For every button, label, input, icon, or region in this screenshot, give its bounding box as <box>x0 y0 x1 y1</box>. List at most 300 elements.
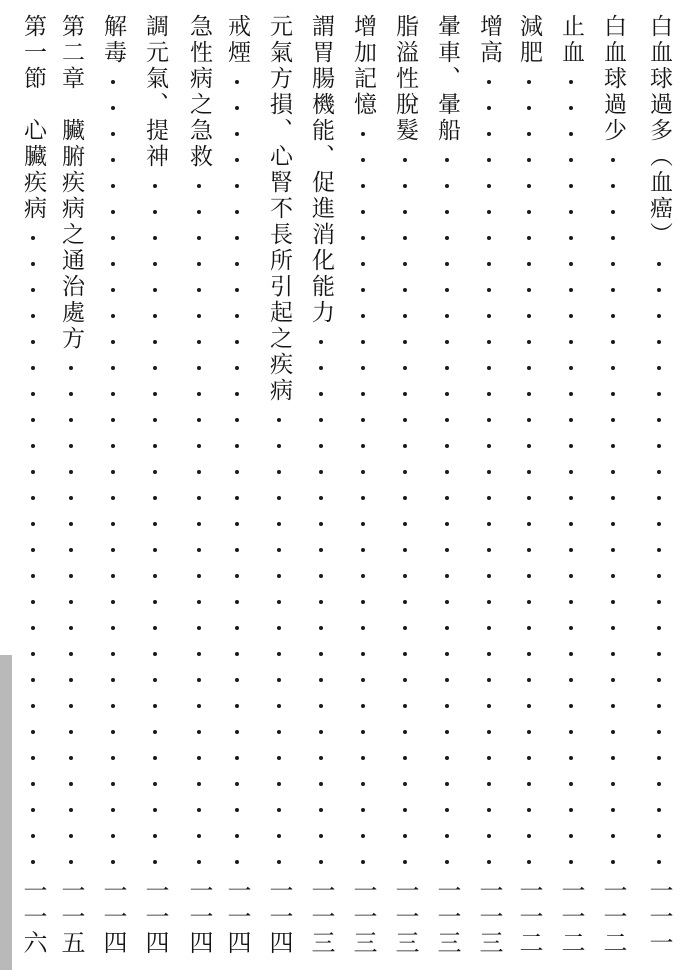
leader-dot <box>319 626 323 630</box>
leader-dot <box>569 496 573 500</box>
leader-dot <box>527 470 531 474</box>
toc-entry <box>390 14 420 964</box>
toc-entry <box>222 14 252 964</box>
leader-dot <box>197 600 201 604</box>
leader-dot <box>235 366 239 370</box>
leader-dot <box>569 574 573 578</box>
leader-dot <box>69 808 73 812</box>
leader-dot <box>197 834 201 838</box>
toc-entry <box>432 14 462 964</box>
leader-dot <box>611 340 615 344</box>
leader-dot <box>657 314 661 318</box>
leader-dot <box>611 652 615 656</box>
leader-dot <box>611 600 615 604</box>
leader-dot <box>569 314 573 318</box>
leader-dot <box>277 782 281 786</box>
leader-dot <box>235 392 239 396</box>
leader-dot <box>445 678 449 682</box>
leader-dot <box>657 626 661 630</box>
leader-dot <box>31 340 35 344</box>
leader-dot <box>153 626 157 630</box>
leader-dot <box>487 314 491 318</box>
leader-dot <box>31 392 35 396</box>
leader-dot <box>111 470 115 474</box>
leader-dot <box>527 808 531 812</box>
leader-dot <box>69 392 73 396</box>
leader-dot <box>657 860 661 864</box>
leader-dot <box>527 366 531 370</box>
leader-dot <box>445 340 449 344</box>
leader-dot <box>319 678 323 682</box>
leader-dot <box>111 808 115 812</box>
toc-entry-title: 增高 <box>476 14 502 66</box>
leader-dot <box>445 808 449 812</box>
leader-dot <box>197 522 201 526</box>
leader-dot <box>31 288 35 292</box>
leader-dot <box>111 704 115 708</box>
leader-dot <box>153 834 157 838</box>
leader-dot <box>527 288 531 292</box>
leader-dot <box>611 704 615 708</box>
leader-dot <box>361 756 365 760</box>
leader-dot <box>31 626 35 630</box>
leader-dot <box>445 860 449 864</box>
leader-dot <box>611 444 615 448</box>
leader-dot <box>197 184 201 188</box>
leader-dot <box>153 366 157 370</box>
leader-dot <box>235 444 239 448</box>
leader-dot <box>403 262 407 266</box>
leader-dot <box>111 418 115 422</box>
toc-entry-page-number: 一一六 <box>19 878 47 956</box>
leader-dot <box>361 782 365 786</box>
leader-dot <box>197 860 201 864</box>
leader-dot <box>487 158 491 162</box>
leader-dot <box>403 444 407 448</box>
leader-dot <box>111 600 115 604</box>
leader-dot <box>69 834 73 838</box>
toc-entry <box>348 14 378 964</box>
leader-dot <box>235 860 239 864</box>
leader-dot <box>657 288 661 292</box>
leader-dot <box>569 470 573 474</box>
leader-dot <box>611 314 615 318</box>
leader-dot <box>527 262 531 266</box>
leader-dot <box>611 678 615 682</box>
leader-dot <box>153 522 157 526</box>
leader-dot <box>611 574 615 578</box>
toc-entry <box>556 14 586 964</box>
leader-dot <box>197 496 201 500</box>
leader-dot <box>31 834 35 838</box>
toc-entry <box>18 14 48 964</box>
leader-dot <box>527 106 531 110</box>
leader-dot <box>611 470 615 474</box>
leader-dot <box>527 548 531 552</box>
leader-dot <box>277 834 281 838</box>
leader-dot <box>569 600 573 604</box>
leader-dot <box>153 808 157 812</box>
leader-dot <box>235 158 239 162</box>
leader-dot <box>361 288 365 292</box>
leader-dot <box>403 496 407 500</box>
leader-dot <box>611 366 615 370</box>
leader-dot <box>197 340 201 344</box>
leader-dot <box>611 262 615 266</box>
leader-dot <box>319 522 323 526</box>
leader-dot <box>319 392 323 396</box>
leader-dot <box>487 522 491 526</box>
leader-dot <box>235 496 239 500</box>
leader-dot <box>235 756 239 760</box>
leader-dot <box>235 834 239 838</box>
leader-dot <box>277 730 281 734</box>
leader-dot <box>277 600 281 604</box>
leader-dot <box>403 860 407 864</box>
leader-dot <box>197 366 201 370</box>
leader-dot <box>319 600 323 604</box>
leader-dot <box>361 184 365 188</box>
leader-dot <box>611 288 615 292</box>
leader-dot <box>611 236 615 240</box>
leader-dot <box>111 366 115 370</box>
leader-dot <box>445 756 449 760</box>
leader-dot <box>277 522 281 526</box>
leader-dot <box>445 626 449 630</box>
leader-dot <box>31 236 35 240</box>
leader-dot <box>611 548 615 552</box>
leader-dot <box>197 236 201 240</box>
leader-dot <box>445 600 449 604</box>
leader-dot <box>153 314 157 318</box>
leader-dot <box>657 548 661 552</box>
leader-dot <box>527 522 531 526</box>
leader-dot <box>361 314 365 318</box>
leader-dot <box>527 574 531 578</box>
leader-dot <box>487 210 491 214</box>
leader-dot <box>197 210 201 214</box>
leader-dot <box>235 210 239 214</box>
leader-dot <box>403 678 407 682</box>
leader-dot <box>445 392 449 396</box>
leader-dot <box>235 548 239 552</box>
leader-dot <box>235 626 239 630</box>
leader-dot <box>657 600 661 604</box>
leader-dot <box>569 834 573 838</box>
leader-dot <box>445 574 449 578</box>
toc-entry-title: 白血球過少 <box>600 14 626 144</box>
leader-dot <box>69 366 73 370</box>
leader-dot <box>319 470 323 474</box>
leader-dot <box>277 808 281 812</box>
leader-dot <box>31 600 35 604</box>
leader-dot <box>69 626 73 630</box>
leader-dot <box>197 444 201 448</box>
leader-dot <box>445 470 449 474</box>
leader-dot <box>569 548 573 552</box>
toc-entry-title: 謂胃腸機能、促進消化能力 <box>308 14 334 326</box>
leader-dot <box>657 366 661 370</box>
leader-dot <box>403 548 407 552</box>
leader-dot <box>527 236 531 240</box>
leader-dot <box>31 782 35 786</box>
leader-dot <box>197 574 201 578</box>
leader-dot <box>235 340 239 344</box>
leader-dot <box>197 470 201 474</box>
leader-dot <box>569 392 573 396</box>
leader-dot <box>197 808 201 812</box>
toc-entry-page-number: 一一四 <box>223 878 251 956</box>
leader-dot <box>445 730 449 734</box>
leader-dot <box>111 340 115 344</box>
leader-dot <box>111 80 115 84</box>
leader-dot <box>403 366 407 370</box>
leader-dot <box>487 678 491 682</box>
leader-dot <box>403 340 407 344</box>
leader-dot <box>657 652 661 656</box>
leader-dot <box>31 548 35 552</box>
leader-dot <box>277 548 281 552</box>
leader-dot <box>403 574 407 578</box>
leader-dot <box>527 652 531 656</box>
leader-dot <box>487 366 491 370</box>
toc-entry-title: 戒煙 <box>224 14 250 66</box>
leader-dot <box>403 210 407 214</box>
leader-dot <box>69 704 73 708</box>
leader-dot <box>361 496 365 500</box>
leader-dot <box>111 236 115 240</box>
leader-dot <box>197 704 201 708</box>
leader-dot <box>487 808 491 812</box>
toc-entry-page-number: 一一三 <box>475 878 503 956</box>
leader-dot <box>153 704 157 708</box>
leader-dot <box>361 574 365 578</box>
leader-dot <box>235 236 239 240</box>
leader-dot <box>657 470 661 474</box>
toc-entry-title: 白血球過多（血癌） <box>646 14 672 248</box>
leader-dot <box>403 522 407 526</box>
leader-dot <box>657 704 661 708</box>
leader-dot <box>445 522 449 526</box>
leader-dot <box>569 236 573 240</box>
toc-entry <box>306 14 336 964</box>
leader-dot <box>31 496 35 500</box>
leader-dot <box>69 756 73 760</box>
leader-dot <box>69 470 73 474</box>
leader-dot <box>111 652 115 656</box>
leader-dot <box>277 704 281 708</box>
leader-dot <box>153 340 157 344</box>
toc-entry-title: 元氣方損、心腎不長所引起之疾病 <box>266 14 292 404</box>
toc-entry-page-number: 一一二 <box>557 878 585 956</box>
leader-dot <box>111 262 115 266</box>
leader-dot <box>527 314 531 318</box>
leader-dot <box>277 444 281 448</box>
leader-dot <box>569 704 573 708</box>
leader-dot <box>277 756 281 760</box>
leader-dot <box>611 522 615 526</box>
leader-dot <box>235 808 239 812</box>
leader-dot <box>197 782 201 786</box>
leader-dot <box>153 418 157 422</box>
leader-dot <box>361 678 365 682</box>
toc-entry <box>98 14 128 964</box>
leader-dot <box>235 184 239 188</box>
leader-dot <box>319 548 323 552</box>
leader-dot <box>111 860 115 864</box>
leader-dot <box>361 262 365 266</box>
leader-dot <box>111 782 115 786</box>
leader-dot <box>657 756 661 760</box>
leader-dot <box>487 132 491 136</box>
leader-dot <box>319 496 323 500</box>
toc-entry <box>56 14 86 964</box>
leader-dot <box>657 522 661 526</box>
leader-dot <box>153 262 157 266</box>
leader-dot <box>487 574 491 578</box>
leader-dot <box>153 652 157 656</box>
leader-dot <box>153 236 157 240</box>
toc-entry-page-number: 一一三 <box>307 878 335 956</box>
leader-dot <box>31 756 35 760</box>
leader-dot <box>319 808 323 812</box>
leader-dot <box>657 782 661 786</box>
leader-dot <box>111 574 115 578</box>
leader-dot <box>657 496 661 500</box>
leader-dot <box>361 522 365 526</box>
leader-dot <box>657 444 661 448</box>
leader-dot <box>611 158 615 162</box>
leader-dot <box>197 730 201 734</box>
leader-dot <box>153 184 157 188</box>
leader-dot <box>31 808 35 812</box>
leader-dot <box>69 444 73 448</box>
leader-dot <box>361 444 365 448</box>
leader-dot <box>153 210 157 214</box>
leader-dot <box>235 106 239 110</box>
leader-dot <box>235 288 239 292</box>
leader-dot <box>69 574 73 578</box>
leader-dot <box>235 470 239 474</box>
leader-dot <box>197 262 201 266</box>
leader-dot <box>657 678 661 682</box>
leader-dot <box>69 782 73 786</box>
leader-dot <box>111 548 115 552</box>
leader-dot <box>111 626 115 630</box>
leader-dot <box>277 626 281 630</box>
leader-dot <box>69 678 73 682</box>
leader-dot <box>527 392 531 396</box>
toc-entry <box>514 14 544 964</box>
leader-dot <box>361 158 365 162</box>
toc-entry-title: 暈車、暈船 <box>434 14 460 144</box>
leader-dot <box>445 184 449 188</box>
leader-dot <box>403 314 407 318</box>
leader-dot <box>611 210 615 214</box>
leader-dot <box>69 730 73 734</box>
leader-dot <box>69 418 73 422</box>
leader-dot <box>569 288 573 292</box>
leader-dot <box>111 314 115 318</box>
leader-dot <box>527 158 531 162</box>
leader-dot <box>487 470 491 474</box>
toc-entry-page-number: 一一四 <box>141 878 169 956</box>
leader-dot <box>569 626 573 630</box>
leader-dot <box>445 834 449 838</box>
toc-entry-title: 增加記憶 <box>350 14 376 118</box>
toc-entry <box>140 14 170 964</box>
leader-dot <box>527 600 531 604</box>
leader-dot <box>361 132 365 136</box>
toc-entry-page-number: 一一三 <box>349 878 377 956</box>
leader-dot <box>657 574 661 578</box>
leader-dot <box>111 496 115 500</box>
leader-dot <box>445 704 449 708</box>
leader-dot <box>111 834 115 838</box>
leader-dot <box>487 626 491 630</box>
leader-dot <box>611 626 615 630</box>
leader-dot <box>569 80 573 84</box>
leader-dot <box>319 730 323 734</box>
leader-dot <box>487 652 491 656</box>
toc-entry-page-number: 一一四 <box>185 878 213 956</box>
leader-dot <box>277 496 281 500</box>
leader-dot <box>611 756 615 760</box>
leader-dot <box>527 496 531 500</box>
leader-dot <box>487 418 491 422</box>
leader-dot <box>31 314 35 318</box>
leader-dot <box>611 496 615 500</box>
leader-dot <box>153 392 157 396</box>
leader-dot <box>403 834 407 838</box>
leader-dot <box>445 652 449 656</box>
leader-dot <box>111 184 115 188</box>
leader-dot <box>611 834 615 838</box>
leader-dot <box>277 470 281 474</box>
toc-entry-page-number: 一一二 <box>599 878 627 956</box>
leader-dot <box>361 548 365 552</box>
leader-dot <box>197 314 201 318</box>
leader-dot <box>569 106 573 110</box>
leader-dot <box>31 444 35 448</box>
leader-dot <box>31 366 35 370</box>
toc-entry-title: 解毒 <box>100 14 126 66</box>
leader-dot <box>403 288 407 292</box>
leader-dot <box>235 782 239 786</box>
leader-dot <box>111 288 115 292</box>
leader-dot <box>487 834 491 838</box>
leader-dot <box>569 678 573 682</box>
leader-dot <box>153 678 157 682</box>
leader-dot <box>569 184 573 188</box>
leader-dot <box>277 678 281 682</box>
leader-dot <box>527 834 531 838</box>
leader-dot <box>277 860 281 864</box>
leader-dot <box>487 392 491 396</box>
leader-dot <box>445 314 449 318</box>
leader-dot <box>403 652 407 656</box>
leader-dot <box>527 210 531 214</box>
toc-entry-title: 急性病之急救 <box>186 14 212 170</box>
leader-dot <box>527 444 531 448</box>
leader-dot <box>277 574 281 578</box>
leader-dot <box>611 860 615 864</box>
leader-dot <box>235 262 239 266</box>
leader-dot <box>235 314 239 318</box>
leader-dot <box>319 834 323 838</box>
leader-dot <box>153 730 157 734</box>
leader-dot <box>527 418 531 422</box>
